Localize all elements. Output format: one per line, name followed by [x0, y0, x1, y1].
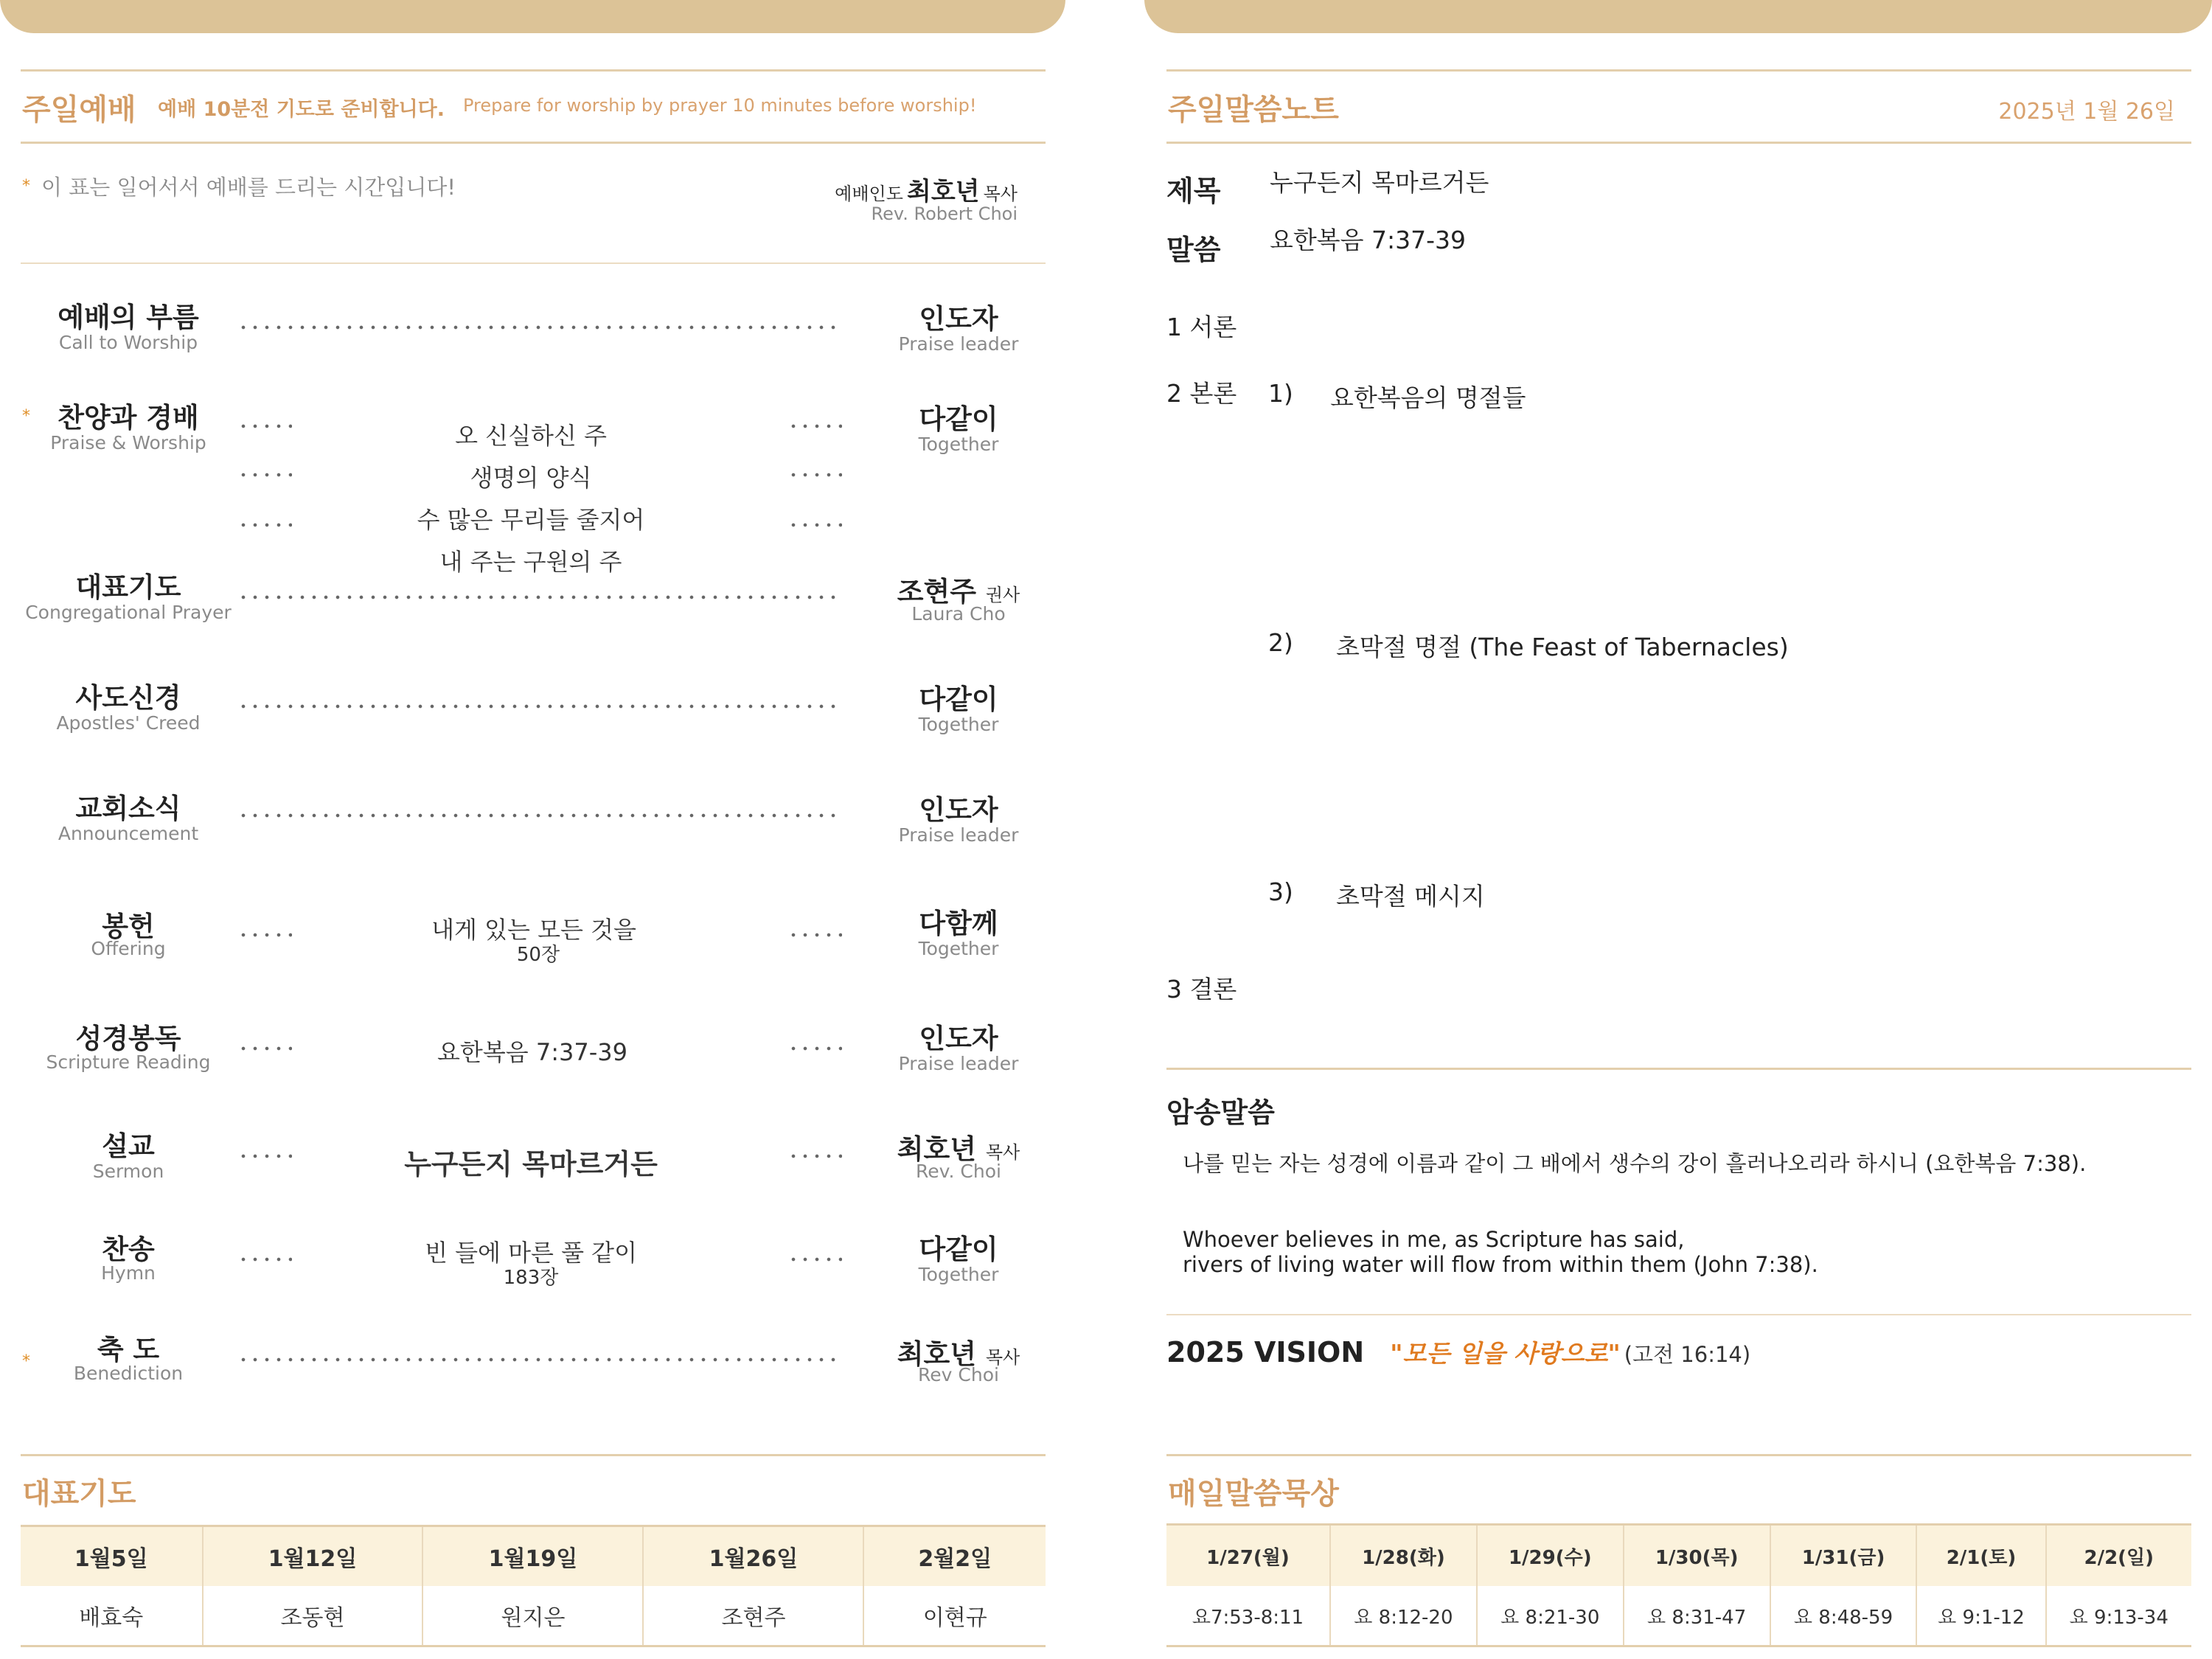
standing-star-icon: * [22, 177, 30, 195]
subject-label: 제목 [1166, 175, 1221, 207]
lead-praise-worship-en: Together [918, 434, 999, 455]
devotion-day: 1/29(수) [1477, 1525, 1624, 1587]
divider [1166, 1454, 2191, 1456]
item-apostles-creed: 사도신경 [75, 682, 181, 714]
devotion-ref: 요 8:12-20 [1330, 1586, 1477, 1646]
outline-body: 2 본론 [1166, 379, 1237, 408]
prayer-date: 1월5일 [21, 1526, 203, 1587]
outline-point-number: 2) [1268, 628, 1293, 657]
leader-label: 예배인도 [835, 184, 903, 204]
lead-title: 권사 [985, 585, 1020, 605]
devotion-ref: 요7:53-8:11 [1166, 1586, 1330, 1646]
prayer-name: 이현규 [863, 1586, 1046, 1646]
divider [21, 142, 1046, 144]
divider [1166, 69, 2191, 72]
dotted-leader [787, 523, 842, 527]
dotted-leader [787, 1154, 842, 1158]
devotion-day: 1/28(화) [1330, 1525, 1477, 1587]
prayer-date: 2월2일 [863, 1526, 1046, 1587]
devotion-ref: 요 9:13-34 [2046, 1586, 2191, 1646]
standing-star-icon: * [22, 407, 30, 425]
vision-label: 2025 VISION [1166, 1336, 1365, 1368]
memory-verse-en-line2: rivers of living water will flow from within them (John 7:38). [1183, 1252, 1818, 1277]
divider [1166, 1068, 2191, 1070]
table-row [1166, 1525, 2191, 1587]
lead-apostles-creed: 다같이 [919, 684, 998, 715]
worship-note-ko: 예배 10분전 기도로 준비합니다. [158, 98, 445, 121]
lead-hymn: 다같이 [919, 1234, 998, 1265]
memory-verse-ko: 나를 믿는 자는 성경에 이름과 같이 그 배에서 생수의 강이 흘러나오리라 하시니 (요한복음 7:38). [1183, 1151, 2087, 1176]
devotion-day: 2/1(토) [1916, 1525, 2045, 1587]
divider [21, 1454, 1046, 1456]
item-hymn-en: Hymn [101, 1262, 156, 1284]
outline-intro: 1 서론 [1166, 313, 1237, 341]
lead-sermon-en: Rev. Choi [916, 1161, 1001, 1182]
memory-verse-en-line1: Whoever believes in me, as Scripture has said, [1183, 1227, 1685, 1252]
leader-title: 목사 [983, 184, 1018, 204]
memory-verse-title: 암송말씀 [1166, 1096, 1275, 1129]
outline-point-number: 1) [1268, 379, 1293, 408]
song-title: 생명의 양식 [470, 464, 592, 492]
vision-quote: "모든 일을 사랑으로" [1390, 1339, 1621, 1368]
devotion-ref: 요 8:31-47 [1624, 1586, 1770, 1646]
devotion-ref: 요 8:21-30 [1477, 1586, 1624, 1646]
prayer-schedule-table [21, 1525, 1046, 1647]
devotion-day: 1/31(금) [1770, 1525, 1917, 1587]
item-benediction: 축 도 [97, 1334, 160, 1366]
lead-apostles-creed-en: Together [918, 714, 999, 735]
devotion-ref: 요 9:1-12 [1916, 1586, 2045, 1646]
lead-call-to-worship: 인도자 [919, 303, 998, 335]
offering-hymn: 내게 있는 모든 것을 [431, 916, 636, 944]
dotted-leader [237, 704, 842, 709]
item-congregational-prayer-en: Congregational Prayer [25, 602, 232, 623]
sermon-title: 누구든지 목마르거든 [404, 1148, 658, 1180]
devotion-ref: 요 8:48-59 [1770, 1586, 1917, 1646]
leader-name: 최호년 [906, 177, 980, 206]
prayer-date: 1월26일 [643, 1526, 863, 1587]
worship-leader [745, 171, 1018, 207]
lead-offering-en: Together [918, 938, 999, 959]
lead-announcement-en: Praise leader [898, 824, 1019, 846]
devotion-day: 2/2(일) [2046, 1525, 2191, 1587]
left-top-tab [0, 0, 1065, 33]
item-sermon: 설교 [102, 1130, 155, 1162]
prayer-name: 원지은 [422, 1586, 643, 1646]
divider [1166, 142, 2191, 144]
worship-title: 주일예배 [22, 93, 136, 127]
dotted-leader [237, 595, 842, 599]
lead-announcement: 인도자 [919, 794, 998, 826]
lead-scripture-reading: 인도자 [919, 1023, 998, 1054]
leader-en: Rev. Robert Choi [871, 204, 1018, 224]
item-scripture-reading-en: Scripture Reading [46, 1051, 211, 1073]
outline-point-number: 3) [1268, 877, 1293, 906]
item-apostles-creed-en: Apostles' Creed [56, 712, 201, 734]
table-row [21, 1526, 1046, 1587]
daily-devotion-table [1166, 1523, 2191, 1647]
hymn-title: 빈 들에 마른 풀 같이 [425, 1239, 637, 1267]
outline-point: 초막절 명절 (The Feast of Tabernacles) [1336, 633, 1789, 661]
prayer-name: 조동현 [203, 1586, 423, 1646]
lead-offering: 다함께 [919, 908, 998, 939]
daily-devotion-title: 매일말씀묵상 [1168, 1477, 1339, 1511]
prayer-name: 배효숙 [21, 1586, 203, 1646]
song-title: 수 많은 무리들 줄지어 [417, 506, 645, 534]
right-top-tab [1144, 0, 2212, 33]
item-offering-en: Offering [91, 938, 166, 959]
table-row [21, 1586, 1046, 1646]
lead-name: 최호년 [897, 1338, 976, 1370]
scripture-label: 말씀 [1166, 234, 1221, 266]
lead-benediction-en: Rev Choi [918, 1364, 999, 1385]
prayer-date: 1월12일 [203, 1526, 423, 1587]
dotted-leader [237, 813, 842, 818]
vision-banner [1166, 1335, 1750, 1369]
item-call-to-worship-en: Call to Worship [58, 332, 198, 353]
worship-note-en: Prepare for worship by prayer 10 minutes before worship! [463, 95, 977, 116]
divider [21, 262, 1046, 264]
outline-conclusion: 3 결론 [1166, 975, 1237, 1004]
item-announcement-en: Announcement [58, 823, 199, 844]
lead-name: 조현주 [897, 576, 976, 608]
sermon-scripture: 요한복음 7:37-39 [1270, 226, 1467, 254]
lead-praise-worship: 다같이 [919, 403, 998, 435]
song-title: 내 주는 구원의 주 [439, 548, 622, 576]
item-praise-worship-en: Praise & Worship [50, 432, 206, 453]
song-title: 오 신실하신 주 [455, 422, 607, 450]
devotion-day: 1/30(목) [1624, 1525, 1770, 1587]
prayer-title: 대표기도 [22, 1477, 136, 1511]
dotted-leader [237, 1357, 842, 1362]
prayer-name: 조현주 [643, 1586, 863, 1646]
lead-title: 목사 [985, 1347, 1020, 1368]
table-row [1166, 1586, 2191, 1646]
dotted-leader [787, 473, 842, 477]
divider [21, 69, 1046, 72]
lead-name: 최호년 [897, 1133, 976, 1165]
item-benediction-en: Benediction [73, 1363, 184, 1384]
item-praise-worship: 찬양과 경배 [58, 402, 199, 434]
outline-point: 초막절 메시지 [1336, 882, 1485, 911]
item-hymn: 찬송 [102, 1234, 155, 1265]
vision-ref: (고전 16:14) [1624, 1342, 1751, 1367]
scripture-reading-ref: 요한복음 7:37-39 [437, 1038, 627, 1066]
item-sermon-en: Sermon [92, 1161, 164, 1182]
dotted-leader [787, 1257, 842, 1262]
item-scripture-reading: 성경봉독 [75, 1023, 181, 1054]
offering-hymn-number: 50장 [516, 944, 560, 966]
lead-call-to-worship-en: Praise leader [898, 333, 1019, 355]
lead-scripture-reading-en: Praise leader [898, 1053, 1019, 1074]
divider [1166, 1314, 2191, 1315]
dotted-leader [787, 933, 842, 937]
item-offering: 봉헌 [102, 911, 155, 942]
notes-date: 2025년 1월 26일 [1998, 99, 2175, 125]
lead-congregational-prayer-en: Laura Cho [911, 603, 1006, 625]
item-congregational-prayer: 대표기도 [75, 571, 181, 603]
lead-title: 목사 [985, 1142, 1020, 1163]
item-call-to-worship: 예배의 부름 [58, 302, 199, 333]
hymn-number: 183장 [503, 1267, 559, 1289]
devotion-day: 1/27(월) [1166, 1525, 1330, 1587]
dotted-leader [787, 424, 842, 428]
standing-note: 이 표는 일어서서 예배를 드리는 시간입니다! [41, 175, 456, 200]
standing-star-icon: * [22, 1352, 30, 1371]
item-announcement: 교회소식 [75, 793, 181, 824]
sermon-subject: 누구든지 목마르거든 [1270, 168, 1489, 197]
lead-hymn-en: Together [918, 1264, 999, 1285]
dotted-leader [237, 325, 842, 330]
outline-point: 요한복음의 명절들 [1330, 383, 1526, 412]
notes-title: 주일말씀노트 [1168, 93, 1339, 127]
dotted-leader [787, 1046, 842, 1051]
prayer-date: 1월19일 [422, 1526, 643, 1587]
